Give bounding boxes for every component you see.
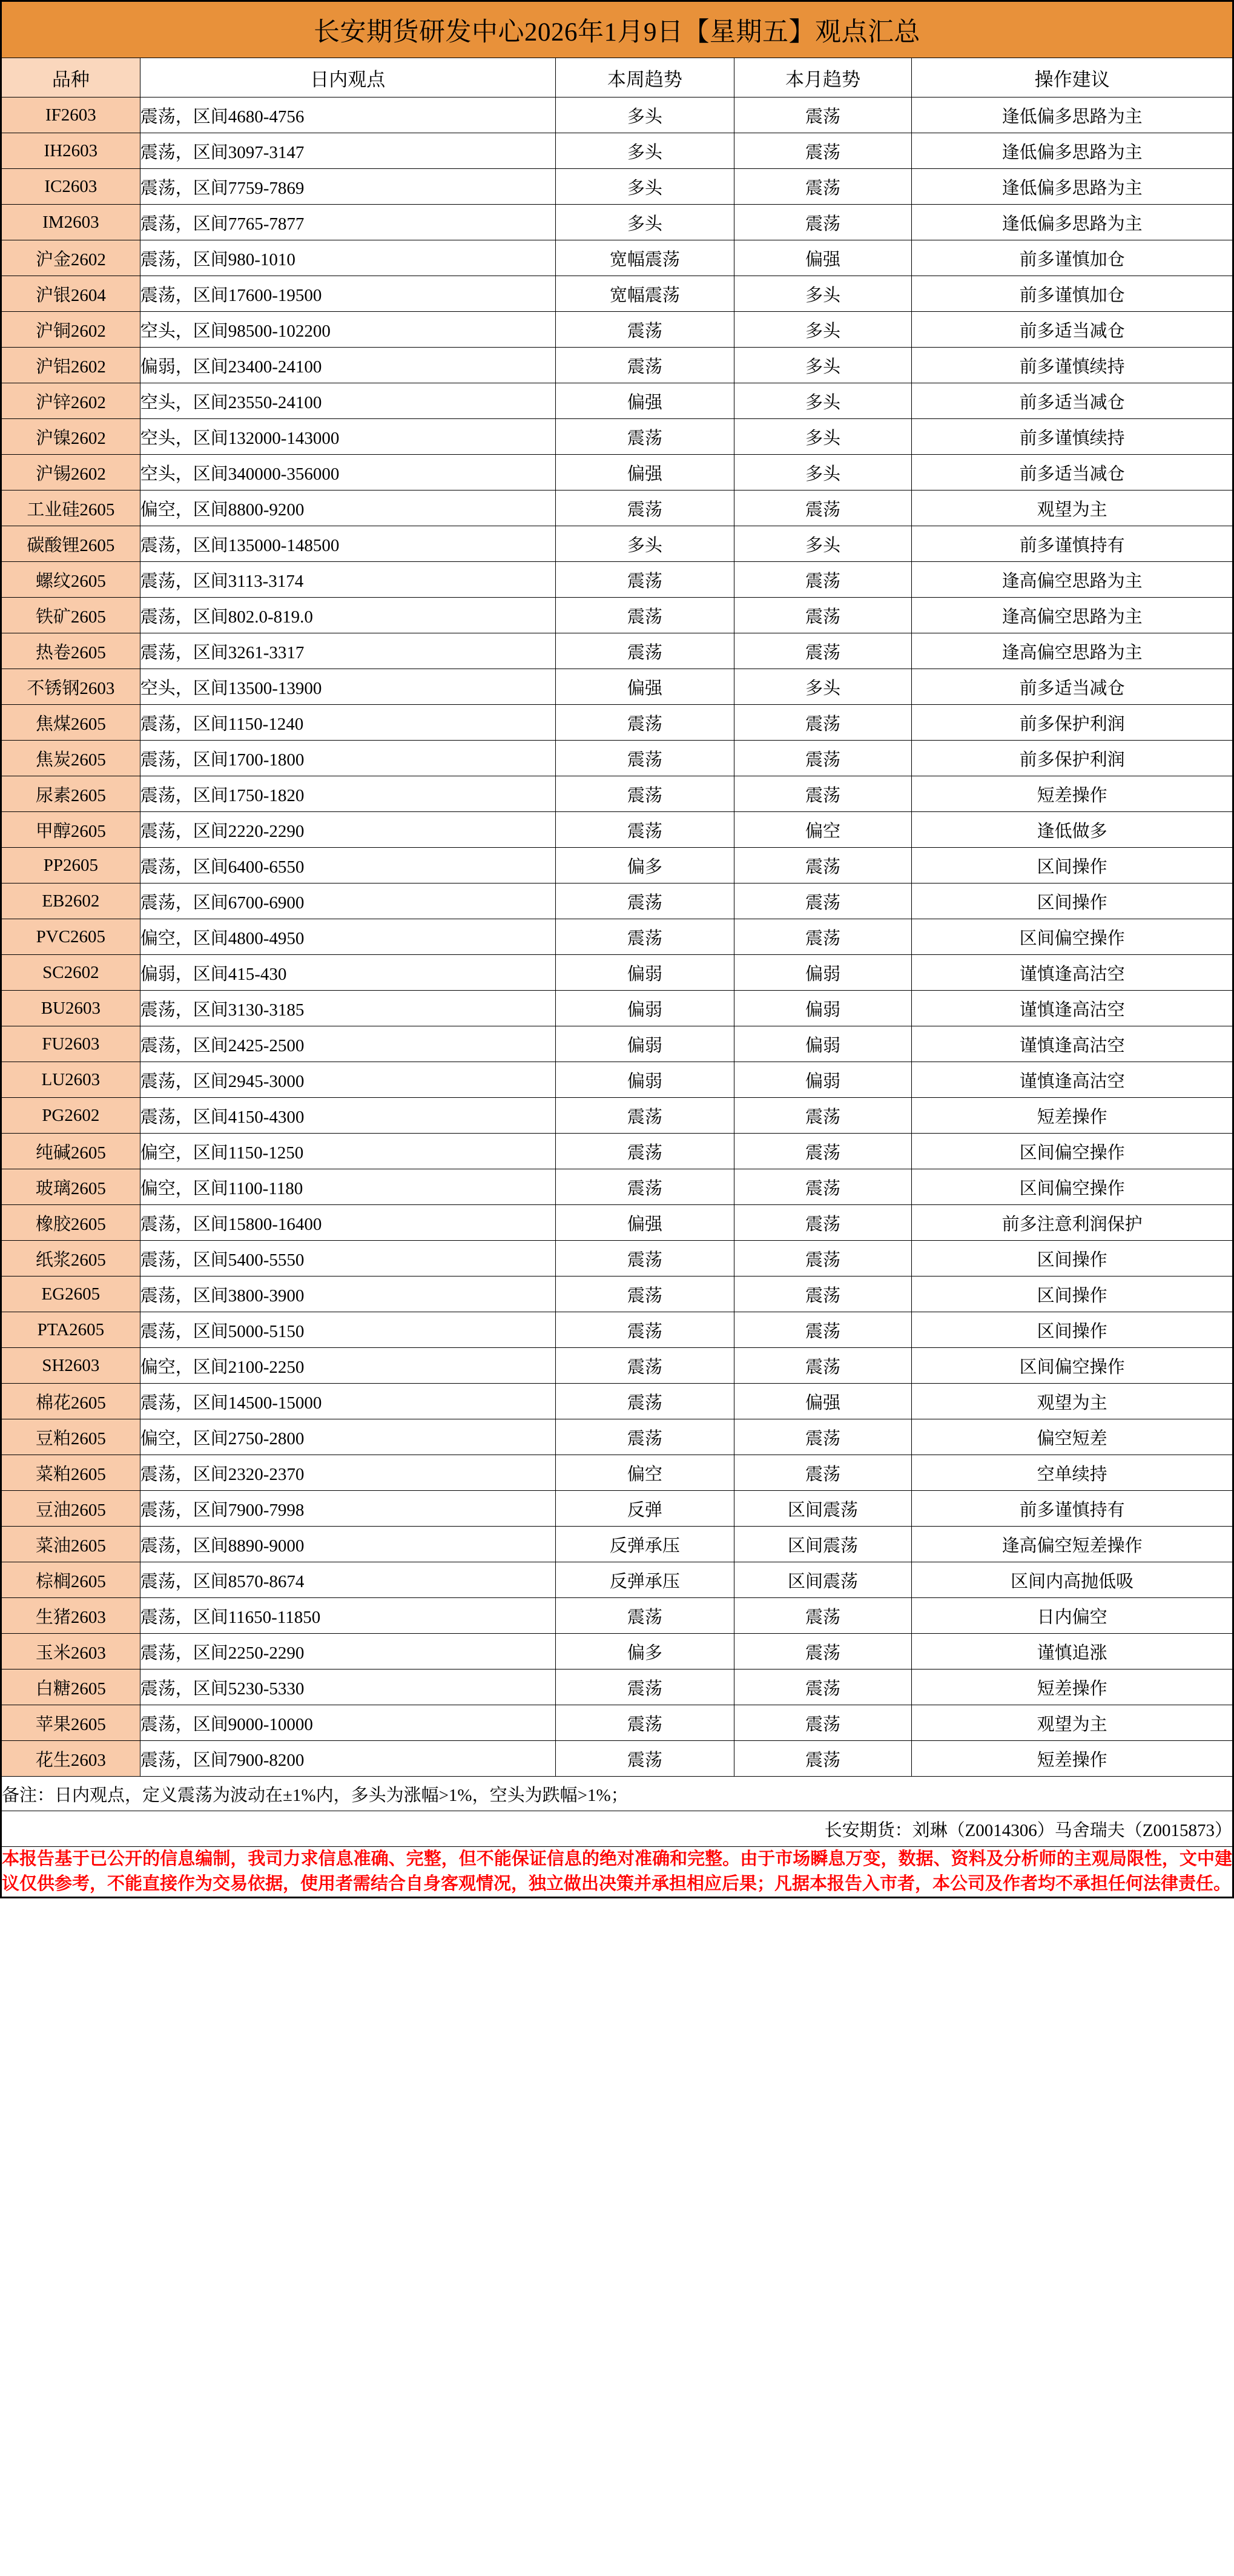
cell-variety: 棉花2605 [2,1384,140,1419]
table-row [2,705,1233,741]
cell-variety: 沪金2602 [2,240,140,276]
cell-weekly-trend: 偏弱 [555,1026,734,1062]
cell-weekly-trend: 震荡 [555,562,734,598]
cell-advice: 前多保护利润 [912,705,1233,741]
header-row [2,58,1233,97]
cell-advice: 前多适当减仓 [912,312,1233,348]
cell-daily-view: 震荡，区间7765-7877 [140,205,555,240]
cell-advice: 逢低偏多思路为主 [912,205,1233,240]
cell-weekly-trend: 反弹承压 [555,1527,734,1562]
disclaimer-row [2,1847,1233,1897]
cell-weekly-trend: 宽幅震荡 [555,240,734,276]
cell-variety: 菜油2605 [2,1527,140,1562]
cell-monthly-trend: 偏弱 [734,991,911,1026]
table-row [2,490,1233,526]
cell-daily-view: 偏空，区间2100-2250 [140,1348,555,1384]
table-row [2,1062,1233,1098]
cell-advice: 前多适当减仓 [912,383,1233,419]
cell-weekly-trend: 震荡 [555,741,734,776]
table-row [2,1598,1233,1634]
cell-daily-view: 偏空，区间1150-1250 [140,1134,555,1169]
cell-daily-view: 震荡，区间802.0-819.0 [140,598,555,633]
cell-advice: 前多注意利润保护 [912,1205,1233,1241]
table-row [2,1026,1233,1062]
cell-advice: 前多谨慎续持 [912,348,1233,383]
cell-weekly-trend: 震荡 [555,348,734,383]
cell-daily-view: 震荡，区间14500-15000 [140,1384,555,1419]
cell-advice: 前多谨慎加仓 [912,276,1233,312]
table-row [2,1562,1233,1598]
cell-monthly-trend: 偏弱 [734,1026,911,1062]
cell-monthly-trend: 震荡 [734,1741,911,1777]
cell-daily-view: 震荡，区间3097-3147 [140,133,555,169]
cell-monthly-trend: 震荡 [734,205,911,240]
cell-daily-view: 偏空，区间8800-9200 [140,490,555,526]
cell-weekly-trend: 偏弱 [555,991,734,1026]
cell-monthly-trend: 多头 [734,669,911,705]
cell-advice: 区间偏空操作 [912,1169,1233,1205]
disclaimer-container [2,1847,1233,1897]
cell-advice: 短差操作 [912,1741,1233,1777]
cell-variety: 玻璃2605 [2,1169,140,1205]
table-row [2,1669,1233,1705]
cell-monthly-trend: 偏弱 [734,1062,911,1098]
cell-weekly-trend: 震荡 [555,633,734,669]
table-row [2,955,1233,991]
table-row [2,1384,1233,1419]
table-row [2,1419,1233,1455]
cell-daily-view: 震荡，区间3261-3317 [140,633,555,669]
table-row [2,1741,1233,1777]
cell-weekly-trend: 偏弱 [555,955,734,991]
cell-variety: 菜粕2605 [2,1455,140,1491]
cell-weekly-trend: 多头 [555,97,734,133]
cell-weekly-trend: 震荡 [555,1348,734,1384]
table-row [2,919,1233,955]
cell-advice: 前多谨慎持有 [912,1491,1233,1527]
cell-monthly-trend: 震荡 [734,133,911,169]
cell-advice: 逢高偏空思路为主 [912,562,1233,598]
cell-advice: 逢低偏多思路为主 [912,169,1233,205]
cell-weekly-trend: 多头 [555,205,734,240]
cell-monthly-trend: 震荡 [734,598,911,633]
cell-variety: EB2602 [2,883,140,919]
cell-daily-view: 空头，区间13500-13900 [140,669,555,705]
cell-weekly-trend: 偏多 [555,848,734,883]
table-row [2,1634,1233,1669]
cell-monthly-trend: 震荡 [734,97,911,133]
cell-advice: 前多谨慎加仓 [912,240,1233,276]
table-row [2,383,1233,419]
cell-daily-view: 震荡，区间5400-5550 [140,1241,555,1276]
cell-monthly-trend: 震荡 [734,1348,911,1384]
cell-weekly-trend: 震荡 [555,919,734,955]
cell-monthly-trend: 震荡 [734,919,911,955]
cell-weekly-trend: 偏强 [555,1205,734,1241]
cell-weekly-trend: 震荡 [555,1669,734,1705]
cell-advice: 逢低偏多思路为主 [912,133,1233,169]
cell-advice: 逢高偏空思路为主 [912,633,1233,669]
column-header-month: 本月趋势 [734,58,911,97]
cell-monthly-trend: 震荡 [734,1134,911,1169]
cell-monthly-trend: 震荡 [734,1669,911,1705]
cell-variety: PG2602 [2,1098,140,1134]
cell-weekly-trend: 偏多 [555,1634,734,1669]
cell-variety: IM2603 [2,205,140,240]
cell-monthly-trend: 震荡 [734,1705,911,1741]
cell-variety: 苹果2605 [2,1705,140,1741]
cell-variety: 沪银2604 [2,276,140,312]
cell-advice: 区间内高抛低吸 [912,1562,1233,1598]
table-row [2,991,1233,1026]
cell-daily-view: 震荡，区间3800-3900 [140,1276,555,1312]
table-row [2,669,1233,705]
table-row [2,1705,1233,1741]
cell-weekly-trend: 震荡 [555,1312,734,1348]
cell-weekly-trend: 偏弱 [555,1062,734,1098]
cell-advice: 短差操作 [912,1669,1233,1705]
cell-weekly-trend: 反弹承压 [555,1562,734,1598]
cell-daily-view: 空头，区间132000-143000 [140,419,555,455]
table-row [2,1098,1233,1134]
table-row [2,1527,1233,1562]
cell-monthly-trend: 偏空 [734,812,911,848]
cell-weekly-trend: 震荡 [555,1741,734,1777]
cell-advice: 短差操作 [912,776,1233,812]
cell-daily-view: 震荡，区间135000-148500 [140,526,555,562]
cell-daily-view: 震荡，区间7759-7869 [140,169,555,205]
cell-daily-view: 震荡，区间9000-10000 [140,1705,555,1741]
table-row [2,1205,1233,1241]
cell-daily-view: 震荡，区间3130-3185 [140,991,555,1026]
cell-weekly-trend: 震荡 [555,1276,734,1312]
observation-table [1,1,1233,1897]
cell-variety: 橡胶2605 [2,1205,140,1241]
cell-monthly-trend: 多头 [734,383,911,419]
table-row [2,598,1233,633]
cell-weekly-trend: 震荡 [555,1134,734,1169]
cell-variety: 豆粕2605 [2,1419,140,1455]
cell-variety: 纯碱2605 [2,1134,140,1169]
cell-advice: 区间操作 [912,1276,1233,1312]
cell-variety: 棕榈2605 [2,1562,140,1598]
table-row [2,1491,1233,1527]
analyst-signature: 长安期货：刘琳（Z0014306）马舍瑞夫（Z0015873） [2,1811,1233,1847]
cell-advice: 前多谨慎续持 [912,419,1233,455]
cell-daily-view: 震荡，区间1150-1240 [140,705,555,741]
cell-advice: 前多保护利润 [912,741,1233,776]
cell-daily-view: 偏弱，区间23400-24100 [140,348,555,383]
table-row [2,312,1233,348]
cell-advice: 区间操作 [912,1241,1233,1276]
table-row [2,1312,1233,1348]
cell-weekly-trend: 多头 [555,169,734,205]
cell-variety: 玉米2603 [2,1634,140,1669]
cell-monthly-trend: 震荡 [734,1634,911,1669]
cell-advice: 区间偏空操作 [912,1348,1233,1384]
cell-monthly-trend: 震荡 [734,169,911,205]
cell-variety: 铁矿2605 [2,598,140,633]
cell-variety: 碳酸锂2605 [2,526,140,562]
cell-variety: 尿素2605 [2,776,140,812]
table-row [2,883,1233,919]
table-row [2,455,1233,490]
cell-advice: 谨慎逢高沽空 [912,991,1233,1026]
cell-daily-view: 震荡，区间8570-8674 [140,1562,555,1598]
cell-weekly-trend: 震荡 [555,1705,734,1741]
cell-daily-view: 震荡，区间15800-16400 [140,1205,555,1241]
table-row [2,169,1233,205]
cell-advice: 前多适当减仓 [912,669,1233,705]
table-row [2,848,1233,883]
cell-daily-view: 偏弱，区间415-430 [140,955,555,991]
cell-variety: 沪铜2602 [2,312,140,348]
cell-weekly-trend: 反弹 [555,1491,734,1527]
cell-monthly-trend: 震荡 [734,562,911,598]
cell-weekly-trend: 震荡 [555,776,734,812]
cell-weekly-trend: 震荡 [555,490,734,526]
cell-weekly-trend: 震荡 [555,883,734,919]
cell-daily-view: 震荡，区间5230-5330 [140,1669,555,1705]
table-row [2,419,1233,455]
table-row [2,1348,1233,1384]
cell-monthly-trend: 区间震荡 [734,1562,911,1598]
cell-monthly-trend: 区间震荡 [734,1527,911,1562]
cell-weekly-trend: 震荡 [555,812,734,848]
cell-daily-view: 震荡，区间17600-19500 [140,276,555,312]
cell-advice: 区间操作 [912,1312,1233,1348]
cell-variety: PVC2605 [2,919,140,955]
cell-daily-view: 偏空，区间2750-2800 [140,1419,555,1455]
cell-advice: 谨慎逢高沽空 [912,1026,1233,1062]
cell-weekly-trend: 震荡 [555,1241,734,1276]
table-row [2,562,1233,598]
cell-advice: 观望为主 [912,490,1233,526]
cell-monthly-trend: 震荡 [734,1598,911,1634]
cell-weekly-trend: 偏强 [555,669,734,705]
cell-monthly-trend: 震荡 [734,1419,911,1455]
cell-variety: 花生2603 [2,1741,140,1777]
table-row [2,741,1233,776]
cell-monthly-trend: 震荡 [734,1312,911,1348]
cell-daily-view: 震荡，区间11650-11850 [140,1598,555,1634]
cell-advice: 空单续持 [912,1455,1233,1491]
cell-advice: 逢低做多 [912,812,1233,848]
legal-disclaimer: 本报告基于已公开的信息编制，我司力求信息准确、完整，但不能保证信息的绝对准确和完整。由于市场瞬息万变，数据、资料及分析师的主观局限性，文中建议仅供参考，不能直接作为交易依据，使用者需结合自身客观情况，独立做出决策并承担相应后果；凡据本报告入市者，本公司及作者均不承担任何法律责任。 [2,1849,1232,1894]
cell-daily-view: 震荡，区间2320-2370 [140,1455,555,1491]
cell-weekly-trend: 偏强 [555,455,734,490]
cell-monthly-trend: 震荡 [734,633,911,669]
cell-weekly-trend: 震荡 [555,1169,734,1205]
cell-weekly-trend: 震荡 [555,1384,734,1419]
cell-weekly-trend: 震荡 [555,705,734,741]
cell-daily-view: 震荡，区间7900-7998 [140,1491,555,1527]
cell-advice: 偏空短差 [912,1419,1233,1455]
cell-variety: PTA2605 [2,1312,140,1348]
table-row [2,133,1233,169]
table-row [2,1276,1233,1312]
cell-daily-view: 震荡，区间8890-9000 [140,1527,555,1562]
cell-variety: 热卷2605 [2,633,140,669]
column-header-week: 本周趋势 [555,58,734,97]
cell-daily-view: 震荡，区间980-1010 [140,240,555,276]
cell-monthly-trend: 多头 [734,419,911,455]
table-row [2,205,1233,240]
cell-advice: 短差操作 [912,1098,1233,1134]
cell-variety: 纸浆2605 [2,1241,140,1276]
cell-daily-view: 空头，区间340000-356000 [140,455,555,490]
cell-variety: 焦煤2605 [2,705,140,741]
cell-monthly-trend: 多头 [734,276,911,312]
signature-row [2,1811,1233,1847]
cell-advice: 前多谨慎持有 [912,526,1233,562]
cell-daily-view: 震荡，区间2945-3000 [140,1062,555,1098]
cell-weekly-trend: 偏强 [555,383,734,419]
cell-variety: 沪铝2602 [2,348,140,383]
cell-variety: 焦炭2605 [2,741,140,776]
cell-daily-view: 震荡，区间6700-6900 [140,883,555,919]
cell-weekly-trend: 震荡 [555,312,734,348]
cell-weekly-trend: 震荡 [555,1098,734,1134]
cell-advice: 区间操作 [912,883,1233,919]
table-row [2,240,1233,276]
column-header-variety: 品种 [2,58,140,97]
table-row [2,1241,1233,1276]
cell-advice: 日内偏空 [912,1598,1233,1634]
cell-daily-view: 震荡，区间6400-6550 [140,848,555,883]
table-row [2,348,1233,383]
cell-daily-view: 空头，区间23550-24100 [140,383,555,419]
cell-advice: 区间偏空操作 [912,1134,1233,1169]
cell-monthly-trend: 偏强 [734,1384,911,1419]
table-row [2,97,1233,133]
cell-monthly-trend: 震荡 [734,705,911,741]
cell-weekly-trend: 多头 [555,526,734,562]
cell-monthly-trend: 多头 [734,348,911,383]
cell-variety: 螺纹2605 [2,562,140,598]
cell-monthly-trend: 震荡 [734,1169,911,1205]
cell-weekly-trend: 震荡 [555,419,734,455]
cell-weekly-trend: 震荡 [555,598,734,633]
cell-monthly-trend: 震荡 [734,883,911,919]
cell-variety: FU2603 [2,1026,140,1062]
cell-advice: 谨慎逢高沽空 [912,955,1233,991]
cell-advice: 观望为主 [912,1384,1233,1419]
cell-variety: SC2602 [2,955,140,991]
cell-monthly-trend: 多头 [734,526,911,562]
cell-monthly-trend: 震荡 [734,848,911,883]
cell-daily-view: 震荡，区间3113-3174 [140,562,555,598]
footnote-definition: 备注：日内观点，定义震荡为波动在±1%内，多头为涨幅>1%，空头为跌幅>1%； [2,1777,1233,1811]
cell-monthly-trend: 震荡 [734,1098,911,1134]
cell-monthly-trend: 区间震荡 [734,1491,911,1527]
cell-daily-view: 震荡，区间7900-8200 [140,1741,555,1777]
cell-variety: EG2605 [2,1276,140,1312]
cell-advice: 前多适当减仓 [912,455,1233,490]
table-row [2,776,1233,812]
title-row [2,2,1233,58]
cell-variety: 工业硅2605 [2,490,140,526]
cell-advice: 区间操作 [912,848,1233,883]
cell-variety: SH2603 [2,1348,140,1384]
cell-monthly-trend: 震荡 [734,1241,911,1276]
cell-daily-view: 震荡，区间2220-2290 [140,812,555,848]
cell-variety: PP2605 [2,848,140,883]
cell-advice: 逢高偏空思路为主 [912,598,1233,633]
cell-monthly-trend: 震荡 [734,776,911,812]
cell-variety: 沪镍2602 [2,419,140,455]
cell-advice: 逢低偏多思路为主 [912,97,1233,133]
cell-variety: 不锈钢2603 [2,669,140,705]
cell-advice: 区间偏空操作 [912,919,1233,955]
cell-daily-view: 震荡，区间4150-4300 [140,1098,555,1134]
cell-monthly-trend: 偏弱 [734,955,911,991]
cell-variety: 生猪2603 [2,1598,140,1634]
cell-variety: LU2603 [2,1062,140,1098]
cell-variety: IH2603 [2,133,140,169]
cell-variety: IF2603 [2,97,140,133]
table-row [2,633,1233,669]
cell-weekly-trend: 震荡 [555,1419,734,1455]
table-row [2,276,1233,312]
note-row [2,1777,1233,1811]
cell-daily-view: 震荡，区间1750-1820 [140,776,555,812]
cell-variety: IC2603 [2,169,140,205]
cell-variety: 白糖2605 [2,1669,140,1705]
cell-daily-view: 空头，区间98500-102200 [140,312,555,348]
cell-advice: 谨慎追涨 [912,1634,1233,1669]
cell-weekly-trend: 多头 [555,133,734,169]
cell-variety: BU2603 [2,991,140,1026]
cell-monthly-trend: 多头 [734,312,911,348]
cell-monthly-trend: 多头 [734,455,911,490]
cell-advice: 谨慎逢高沽空 [912,1062,1233,1098]
cell-advice: 观望为主 [912,1705,1233,1741]
table-row [2,526,1233,562]
cell-monthly-trend: 震荡 [734,1276,911,1312]
cell-variety: 甲醇2605 [2,812,140,848]
cell-variety: 沪锡2602 [2,455,140,490]
cell-variety: 豆油2605 [2,1491,140,1527]
cell-daily-view: 震荡，区间4680-4756 [140,97,555,133]
cell-daily-view: 偏空，区间4800-4950 [140,919,555,955]
column-header-advice: 操作建议 [912,58,1233,97]
table-body [2,97,1233,1777]
table-row [2,1455,1233,1491]
cell-daily-view: 震荡，区间2250-2290 [140,1634,555,1669]
cell-weekly-trend: 震荡 [555,1598,734,1634]
cell-weekly-trend: 偏空 [555,1455,734,1491]
table-row [2,1169,1233,1205]
table-row [2,1134,1233,1169]
cell-monthly-trend: 震荡 [734,490,911,526]
cell-daily-view: 震荡，区间2425-2500 [140,1026,555,1062]
cell-weekly-trend: 宽幅震荡 [555,276,734,312]
cell-monthly-trend: 偏强 [734,240,911,276]
cell-daily-view: 偏空，区间1100-1180 [140,1169,555,1205]
cell-monthly-trend: 震荡 [734,741,911,776]
table-row [2,812,1233,848]
cell-daily-view: 震荡，区间1700-1800 [140,741,555,776]
cell-monthly-trend: 震荡 [734,1205,911,1241]
cell-advice: 逢高偏空短差操作 [912,1527,1233,1562]
page-title: 长安期货研发中心2026年1月9日【星期五】观点汇总 [2,2,1233,58]
column-header-daily: 日内观点 [140,58,555,97]
cell-monthly-trend: 震荡 [734,1455,911,1491]
cell-variety: 沪锌2602 [2,383,140,419]
cell-daily-view: 震荡，区间5000-5150 [140,1312,555,1348]
